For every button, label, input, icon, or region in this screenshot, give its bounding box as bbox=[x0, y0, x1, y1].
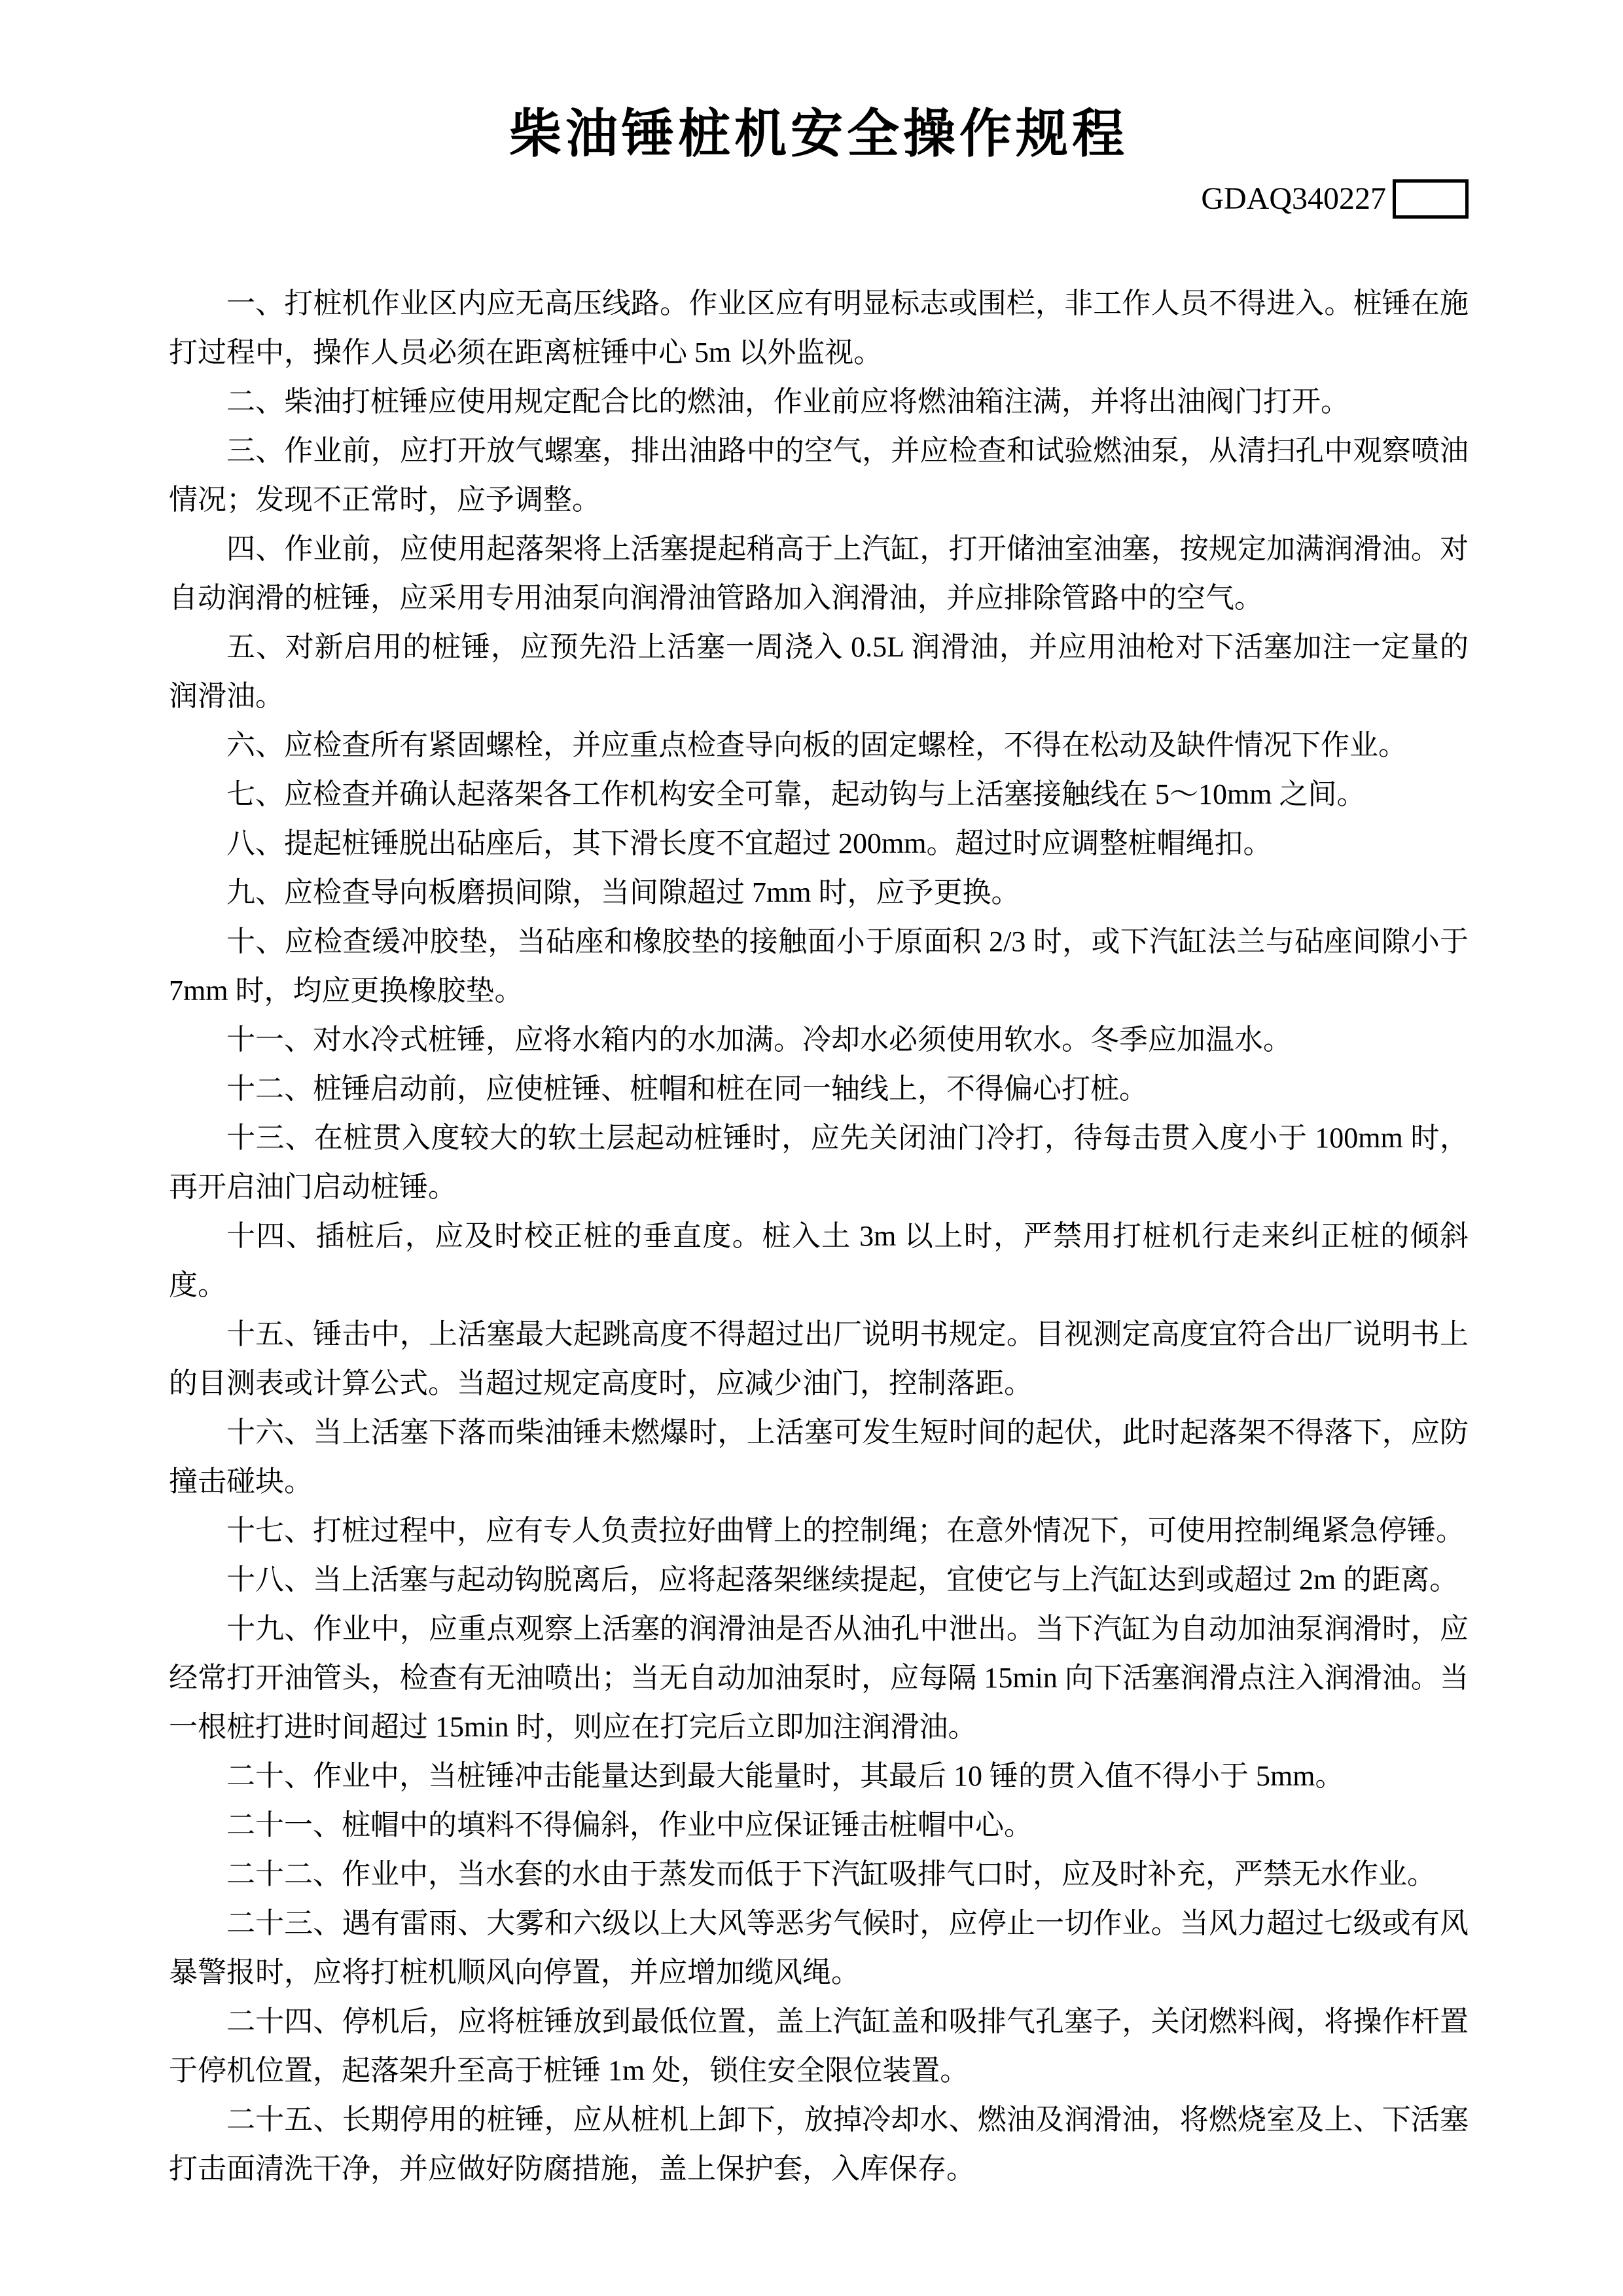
regulation-item-21: 二十一、桩帽中的填料不得偏斜，作业中应保证锤击桩帽中心。 bbox=[226, 1809, 1033, 1841]
regulation-item-11: 十一、对水冷式桩锤，应将水箱内的水加满。冷却水必须使用软水。冬季应加温水。 bbox=[226, 1024, 1292, 1056]
doc-code: GDAQ340227 bbox=[1201, 181, 1386, 216]
regulation-item-14: 十四、插桩后，应及时校正桩的垂直度。桩入土 3m 以上时，严禁用打桩机行走来纠正桩的倾斜度。 bbox=[169, 1220, 1469, 1301]
regulation-item-7: 七、应检查并确认起落架各工作机构安全可靠，起动钩与上活塞接触线在 5～10mm 之间。 bbox=[226, 778, 1366, 810]
regulations-list bbox=[169, 279, 1469, 2193]
regulation-item-22: 二十二、作业中，当水套的水由于蒸发而低于下汽缸吸排气口时，应及时补充，严禁无水作业。 bbox=[226, 1858, 1436, 1890]
regulation-item-18: 十八、当上活塞与起动钩脱离后，应将起落架继续提起，宜使它与上汽缸达到或超过 2m 的距离。 bbox=[226, 1564, 1459, 1596]
doc-code-box bbox=[1393, 179, 1469, 219]
regulation-item-9: 九、应检查导向板磨损间隙，当间隙超过 7mm 时，应予更换。 bbox=[226, 876, 1020, 908]
regulation-item-16: 十六、当上活塞下落而柴油锤未燃爆时，上活塞可发生短时间的起伏，此时起落架不得落下，应防撞击碰块。 bbox=[169, 1416, 1469, 1498]
regulation-item-1: 一、打桩机作业区内应无高压线路。作业区应有明显标志或围栏，非工作人员不得进入。桩锤在施打过程中，操作人员必须在距离桩锤中心 5m 以外监视。 bbox=[169, 287, 1469, 368]
regulation-item-12: 十二、桩锤启动前，应使桩锤、桩帽和桩在同一轴线上，不得偏心打桩。 bbox=[226, 1073, 1148, 1105]
regulation-item-15: 十五、锤击中，上活塞最大起跳高度不得超过出厂说明书规定。目视测定高度宜符合出厂说明书上的目测表或计算公式。当超过规定高度时，应减少油门，控制落距。 bbox=[169, 1318, 1469, 1399]
regulation-item-24: 二十四、停机后，应将桩锤放到最低位置，盖上汽缸盖和吸排气孔塞子，关闭燃料阀，将操作杆置于停机位置，起落架升至高于桩锤 1m 处，锁住安全限位装置。 bbox=[169, 2005, 1469, 2087]
regulation-item-5: 五、对新启用的桩锤，应预先沿上活塞一周浇入 0.5L 润滑油，并应用油枪对下活塞加注一定量的润滑油。 bbox=[169, 631, 1469, 712]
regulation-item-10: 十、应检查缓冲胶垫，当砧座和橡胶垫的接触面小于原面积 2/3 时，或下汽缸法兰与砧座间隙小于 7mm 时，均应更换橡胶垫。 bbox=[169, 925, 1469, 1007]
regulation-item-13: 十三、在桩贯入度较大的软土层起动桩锤时，应先关闭油门冷打，待每击贯入度小于 100mm 时，再开启油门启动桩锤。 bbox=[169, 1122, 1469, 1203]
regulation-item-25: 二十五、长期停用的桩锤，应从桩机上卸下，放掉冷却水、燃油及润滑油，将燃烧室及上、下活塞打击面清洗干净，并应做好防腐措施，盖上保护套，入库保存。 bbox=[169, 2104, 1469, 2185]
regulation-item-4: 四、作业前，应使用起落架将上活塞提起稍高于上汽缸，打开储油室油塞，按规定加满润滑油。对自动润滑的桩锤，应采用专用油泵向润滑油管路加入润滑油，并应排除管路中的空气。 bbox=[169, 533, 1469, 614]
regulation-item-2: 二、柴油打桩锤应使用规定配合比的燃油，作业前应将燃油箱注满，并将出油阀门打开。 bbox=[226, 386, 1349, 418]
regulation-item-20: 二十、作业中，当桩锤冲击能量达到最大能量时，其最后 10 锤的贯入值不得小于 5mm。 bbox=[226, 1760, 1344, 1792]
regulation-item-19: 十九、作业中，应重点观察上活塞的润滑油是否从油孔中泄出。当下汽缸为自动加油泵润滑时，应经常打开油管头，检查有无油喷出；当无自动加油泵时，应每隔 15min 向下活塞润滑点注入润滑油。当一根桩打进时间超过 15min 时，则应在打完后立即加注润滑油。 bbox=[169, 1613, 1469, 1743]
regulation-item-3: 三、作业前，应打开放气螺塞，排出油路中的空气，并应检查和试验燃油泵，从清扫孔中观察喷油情况；发现不正常时，应予调整。 bbox=[169, 435, 1469, 516]
regulation-item-8: 八、提起桩锤脱出砧座后，其下滑长度不宜超过 200mm。超过时应调整桩帽绳扣。 bbox=[226, 827, 1272, 859]
page-title: 柴油锤桩机安全操作规程 bbox=[509, 105, 1128, 163]
doc-code-row bbox=[169, 179, 1469, 219]
regulation-item-17: 十七、打桩过程中，应有专人负责拉好曲臂上的控制绳；在意外情况下，可使用控制绳紧急停锤。 bbox=[226, 1515, 1465, 1547]
regulation-item-23: 二十三、遇有雷雨、大雾和六级以上大风等恶劣气候时，应停止一切作业。当风力超过七级或有风暴警报时，应将打桩机顺风向停置，并应增加缆风绳。 bbox=[169, 1907, 1469, 1988]
regulation-item-6: 六、应检查所有紧固螺栓，并应重点检查导向板的固定螺栓，不得在松动及缺件情况下作业。 bbox=[226, 729, 1407, 761]
